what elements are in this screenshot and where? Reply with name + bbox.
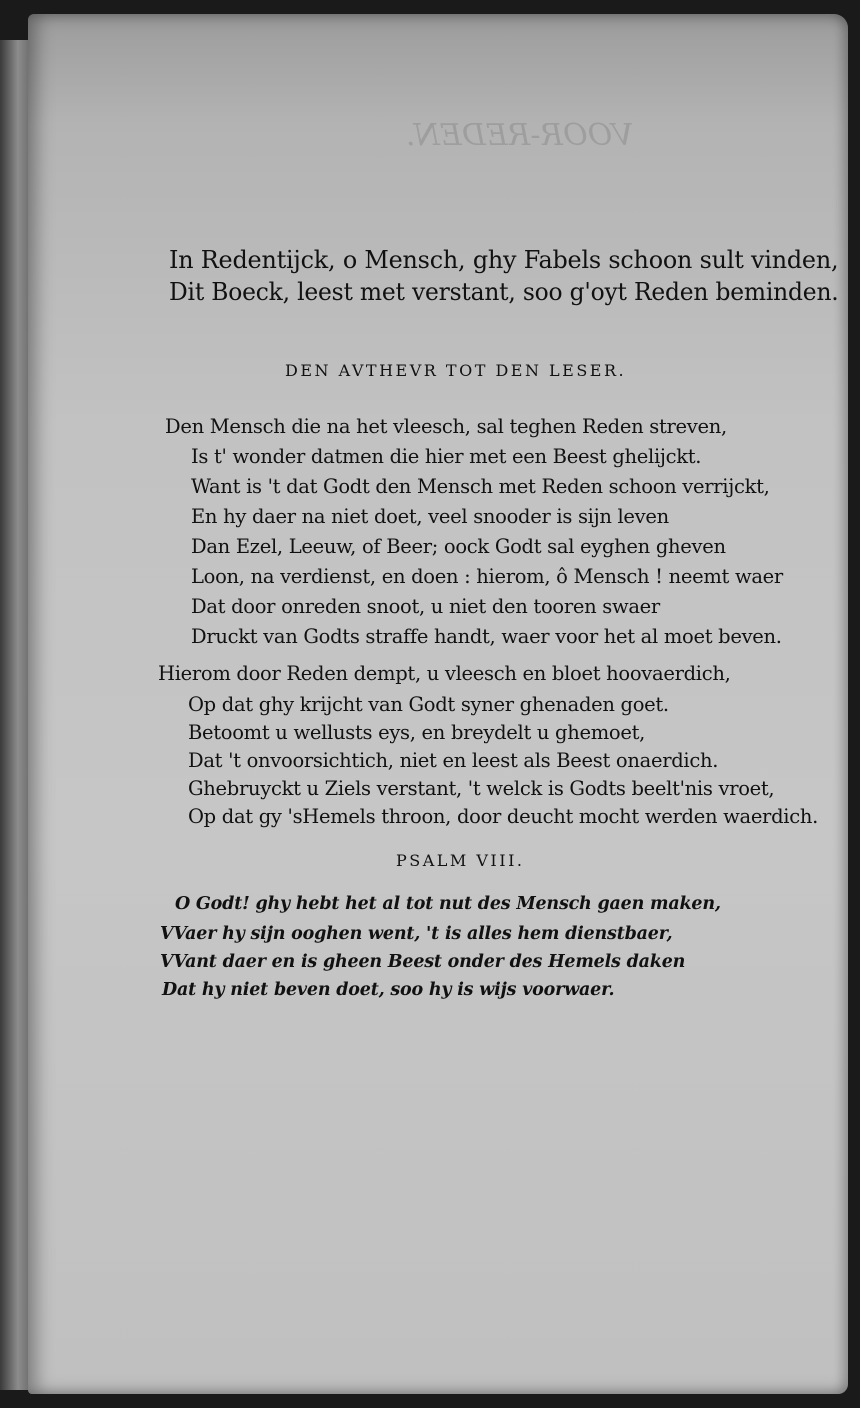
psalm-line-2: VVaer hy sijn ooghen went, 't is alles hem dienstbaer, [160,924,673,944]
stanza2-line-5: Ghebruyckt u Ziels verstant, 't welck is Godts beelt'nis vroet, [188,777,775,800]
bleed-through-heading: VOOR-REDEN. [406,118,634,153]
stanza1-line-5: Dan Ezel, Leeuw, of Beer; oock Godt sal eyghen gheven [191,535,726,558]
author-to-reader-heading: DEN AVTHEVR TOT DEN LESER. [285,361,627,380]
stanza1-line-2: Is t' wonder datmen die hier met een Beest ghelijckt. [191,445,702,468]
stanza2-line-2: Op dat ghy krijcht van Godt syner ghenaden goet. [188,693,669,716]
page-left-edge [0,40,30,1390]
stanza2-line-3: Betoomt u wellusts eys, en breydelt u ghemoet, [188,721,646,744]
stanza2-line-4: Dat 't onvoorsichtich, niet en leest als Beest onaerdich. [188,749,719,772]
stanza1-line-7: Dat door onreden snoot, u niet den tooren swaer [191,595,660,618]
stanza1-line-3: Want is 't dat Godt den Mensch met Reden schoon verrijckt, [191,475,770,498]
stanza1-line-6: Loon, na verdienst, en doen : hierom, ô Mensch ! neemt waer [191,565,783,588]
motto-line-1: In Redentijck, o Mensch, ghy Fabels schoon sult vinden, [169,246,839,274]
stanza1-line-8: Druckt van Godts straffe handt, waer voor het al moet beven. [191,625,782,648]
stanza1-line-1: Den Mensch die na het vleesch, sal teghen Reden streven, [165,415,727,438]
psalm-line-1: O Godt! ghy hebt het al tot nut des Mensch gaen maken, [175,894,721,914]
psalm-line-4: Dat hy niet beven doet, soo hy is wijs voorwaer. [162,980,615,1000]
stanza2-line-1: Hierom door Reden dempt, u vleesch en bloet hoovaerdich, [158,662,731,685]
psalm-heading: PSALM VIII. [396,851,525,870]
book-page [28,14,848,1394]
stanza1-line-4: En hy daer na niet doet, veel snooder is sijn leven [191,505,669,528]
psalm-line-3: VVant daer en is gheen Beest onder des Hemels daken [160,952,686,972]
stanza2-line-6: Op dat gy 'sHemels throon, door deucht mocht werden waerdich. [188,805,818,828]
motto-line-2: Dit Boeck, leest met verstant, soo g'oyt Reden beminden. [169,278,839,306]
